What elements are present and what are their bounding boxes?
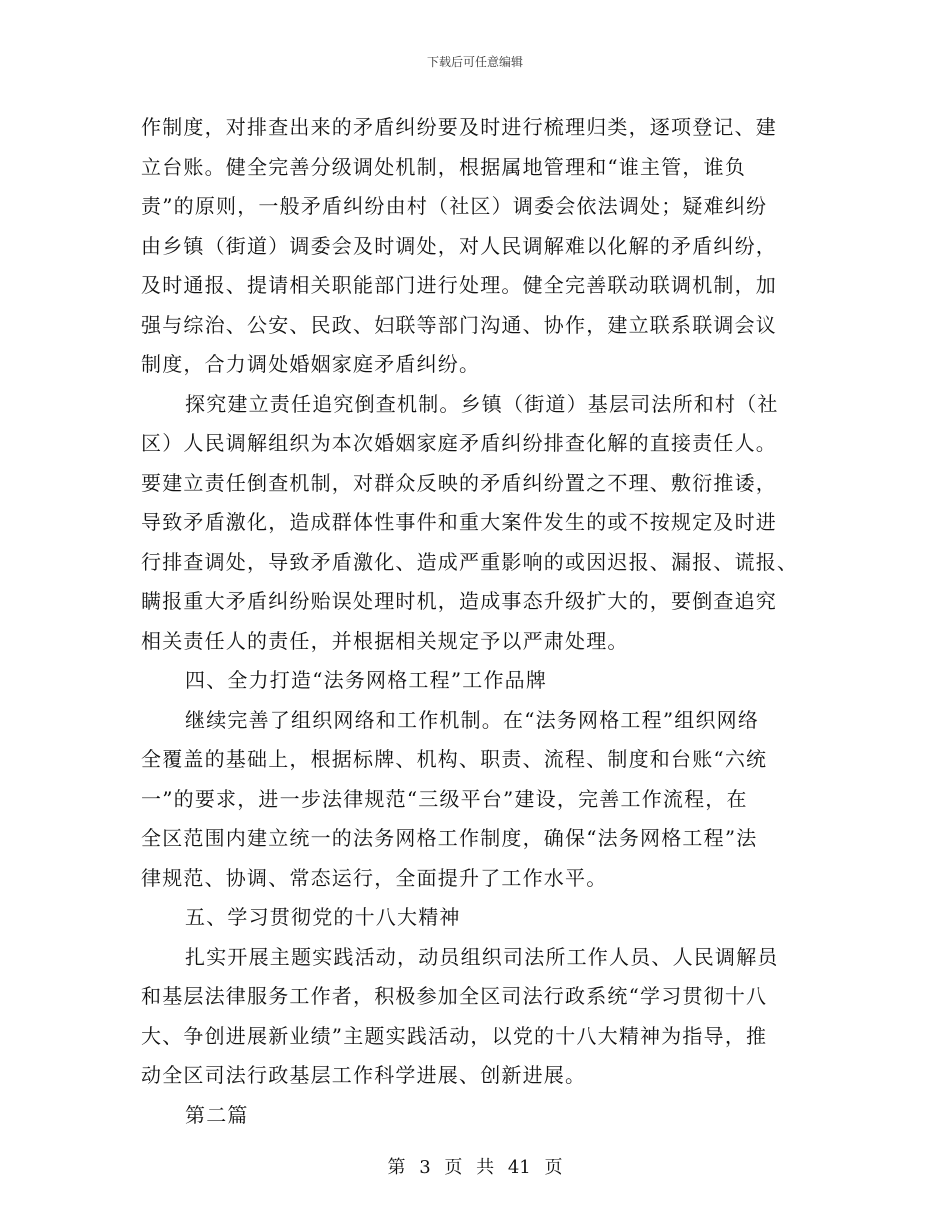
text-line: 继续完善了组织网络和工作机制。在“法务网格工程”组织网络 <box>185 707 760 732</box>
text-line: 由乡镇（街道）调委会及时调处，对人民调解难以化解的矛盾纠纷， <box>141 233 777 258</box>
text-line: 行排查调处，导致矛盾激化、造成严重影响的或因迟报、漏报、谎报、 <box>141 549 799 574</box>
text-line: 探究建立责任追究倒查机制。乡镇（街道）基层司法所和村（社 <box>185 391 779 416</box>
text-line: 制度，合力调处婚姻家庭矛盾纠纷。 <box>141 352 481 376</box>
text-line: 作制度，对排查出来的矛盾纠纷要及时进行梳理归类，逐项登记、建 <box>141 115 777 139</box>
text-line: 全区范围内建立统一的法务网格工作制度，确保“法务网格工程”法 <box>141 826 758 850</box>
text-line: 一”的要求，进一步法律规范“三级平台”建设，完善工作流程，在 <box>141 786 748 811</box>
text-line: 瞒报重大矛盾纠纷贻误处理时机，造成事态升级扩大的，要倒查追究 <box>141 589 777 613</box>
text-line: 相关责任人的责任，并根据相关规定予以严肃处理。 <box>141 628 629 653</box>
text-line: 要建立责任倒查机制，对群众反映的矛盾纠纷置之不理、敷衍推诿， <box>141 470 777 495</box>
text-line: 扎实开展主题实践活动，动员组织司法所工作人员、人民调解员 <box>185 944 779 969</box>
text-line: 及时通报、提请相关职能部门进行处理。健全完善联动联调机制，加 <box>141 273 777 297</box>
text-line: 第二篇 <box>185 1102 249 1127</box>
text-line: 区）人民调解组织为本次婚姻家庭矛盾纠纷排查化解的直接责任人。 <box>141 431 777 455</box>
document-body <box>141 108 821 1135</box>
text-line: 导致矛盾激化，造成群体性事件和重大案件发生的或不按规定及时进 <box>141 510 777 534</box>
text-line: 四、全力打造“法务网格工程”工作品牌 <box>185 668 548 692</box>
page-footer: 第 3 页 共 41 页 <box>387 1157 563 1178</box>
text-line: 和基层法律服务工作者，积极参加全区司法行政系统“学习贯彻十八 <box>141 984 768 1008</box>
text-line: 大、争创进展新业绩”主题实践活动，以党的十八大精神为指导，推 <box>141 1023 768 1048</box>
page-header: 下载后可任意编辑 <box>426 55 523 69</box>
text-line: 五、学习贯彻党的十八大精神 <box>185 905 461 929</box>
text-line: 立台账。健全完善分级调处机制，根据属地管理和“谁主管，谁负 <box>141 154 747 179</box>
text-line: 律规范、协调、常态运行，全面提升了工作水平。 <box>141 865 608 890</box>
text-line: 动全区司法行政基层工作科学进展、创新进展。 <box>141 1063 587 1087</box>
text-line: 强与综治、公安、民政、妇联等部门沟通、协作，建立联系联调会议 <box>141 312 777 337</box>
text-line: 责”的原则，一般矛盾纠纷由村（社区）调委会依法调处；疑难纠纷 <box>141 194 768 218</box>
text-line: 全覆盖的基础上，根据标牌、机构、职责、流程、制度和台账“六统 <box>141 747 768 771</box>
